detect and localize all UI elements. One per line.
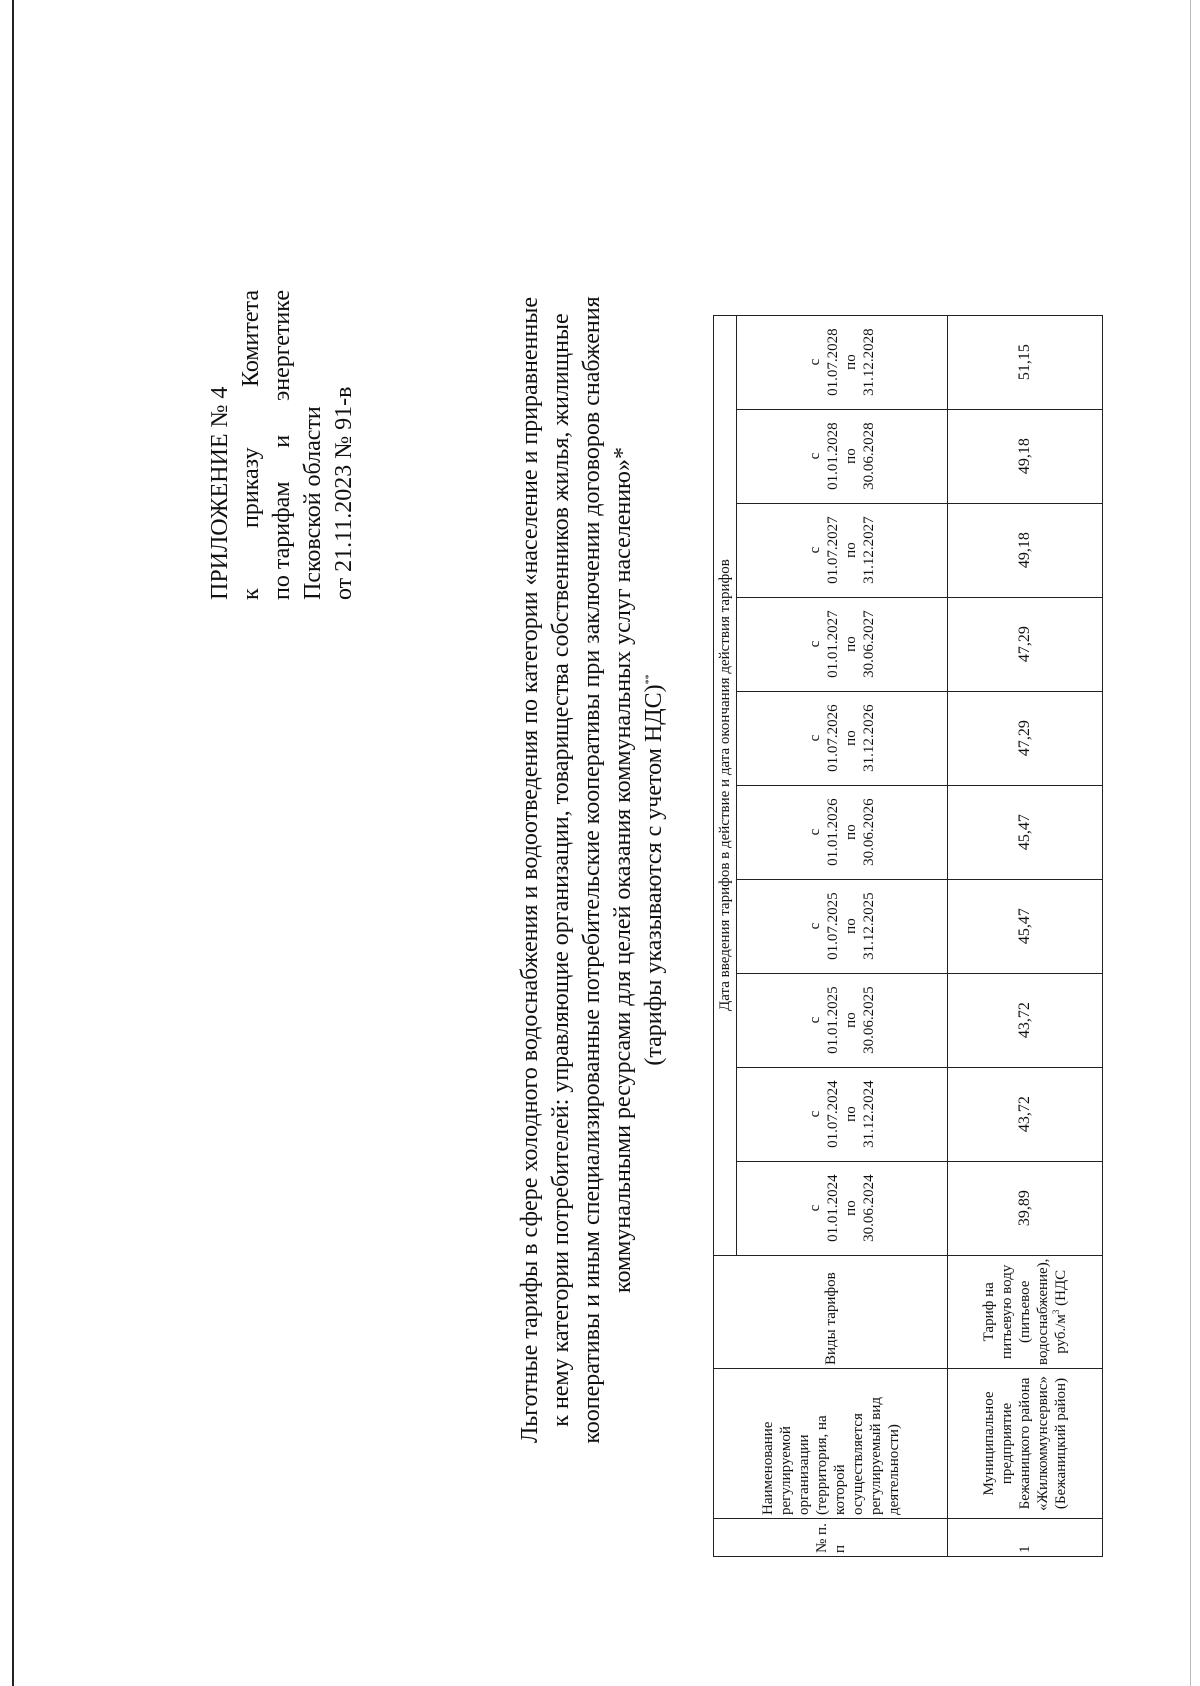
annex-title: ПРИЛОЖЕНИЕ № 4 bbox=[207, 386, 233, 600]
period-header bbox=[737, 1067, 948, 1161]
period-to-word: по bbox=[843, 448, 859, 464]
period-to: 30.06.2024 bbox=[861, 1174, 877, 1242]
period-to: 30.06.2028 bbox=[861, 422, 877, 490]
tariff-kind-unit-power: 3 bbox=[1051, 1309, 1061, 1315]
period-to: 31.12.2027 bbox=[861, 516, 877, 584]
period-from: 01.01.2027 bbox=[825, 610, 841, 678]
tariff-table bbox=[713, 315, 1103, 1557]
period-from: 01.07.2028 bbox=[825, 328, 841, 396]
period-to: 30.06.2027 bbox=[861, 610, 877, 678]
annex-line-3-left: по тарифам bbox=[269, 481, 295, 600]
period-from-word: с bbox=[807, 1204, 823, 1212]
period-from: 01.07.2027 bbox=[825, 516, 841, 584]
period-to-word: по bbox=[843, 636, 859, 652]
annex-line-3-mid: и bbox=[269, 434, 295, 448]
header-organization: Наименование регулируемой организации (территория, на которой осуществляется регулируемый вид деятельности) bbox=[714, 1369, 948, 1519]
scan-border-left bbox=[12, 0, 14, 1686]
tariff-value: 49,18 bbox=[948, 409, 1103, 503]
period-header bbox=[737, 503, 948, 597]
tariff-value: 43,72 bbox=[948, 973, 1103, 1067]
row-number: 1 bbox=[948, 1519, 1103, 1557]
period-to: 31.12.2025 bbox=[861, 892, 877, 960]
period-to-word: по bbox=[843, 1200, 859, 1216]
period-header bbox=[737, 879, 948, 973]
tariff-value: 49,18 bbox=[948, 503, 1103, 597]
period-from-word: с bbox=[807, 452, 823, 460]
period-to-word: по bbox=[843, 354, 859, 370]
period-from-word: с bbox=[807, 546, 823, 554]
table-row bbox=[948, 315, 1103, 1556]
period-from: 01.07.2025 bbox=[825, 892, 841, 960]
heading-line-2: к нему категории потребителей: управляющие организации, товарищества собственников жилья, жилищные bbox=[548, 313, 574, 1427]
heading-line-5-text: (тарифы указываются с учетом НДС) bbox=[641, 684, 667, 1066]
period-to-word: по bbox=[843, 730, 859, 746]
period-from-word: с bbox=[807, 734, 823, 742]
period-from: 01.01.2028 bbox=[825, 422, 841, 490]
annex-block bbox=[205, 290, 360, 600]
period-to-word: по bbox=[843, 542, 859, 558]
tariff-value: 47,29 bbox=[948, 691, 1103, 785]
table-header-row bbox=[714, 315, 737, 1556]
annex-line-2 bbox=[236, 290, 267, 600]
period-from: 01.01.2026 bbox=[825, 798, 841, 866]
period-to: 30.06.2025 bbox=[861, 986, 877, 1054]
annex-line-2-right: Комитета bbox=[238, 290, 264, 387]
tariff-value: 51,15 bbox=[948, 315, 1103, 409]
period-to-word: по bbox=[843, 824, 859, 840]
period-from: 01.07.2026 bbox=[825, 704, 841, 772]
period-from: 01.07.2024 bbox=[825, 1080, 841, 1148]
period-from-word: с bbox=[807, 358, 823, 366]
tariff-kind-text: Тариф на питьевую воду (питьевое водоснабжение), руб./м bbox=[981, 1258, 1069, 1365]
period-from-word: с bbox=[807, 640, 823, 648]
annex-line-2-left: к bbox=[238, 588, 264, 600]
period-from-word: с bbox=[807, 1016, 823, 1024]
period-to: 30.06.2026 bbox=[861, 798, 877, 866]
header-tariff-kinds: Виды тарифов bbox=[714, 1255, 948, 1368]
heading-line-5 bbox=[639, 220, 670, 1520]
heading-line-1: Льготные тарифы в сфере холодного водоснабжения и водоотведения по категории «население и приравненные bbox=[517, 297, 543, 1443]
period-header bbox=[737, 409, 948, 503]
annex-line-3-right: энергетике bbox=[269, 290, 295, 402]
period-header bbox=[737, 785, 948, 879]
tariff-value: 45,47 bbox=[948, 879, 1103, 973]
period-to-word: по bbox=[843, 918, 859, 934]
heading-line-3: кооперативы и иным специализированные потребительские кооперативы при заключении договоров снабжения bbox=[579, 296, 605, 1444]
document-heading bbox=[515, 220, 670, 1520]
header-no: № п. п bbox=[714, 1519, 948, 1557]
annex-line-4: Псковской области bbox=[300, 406, 326, 600]
heading-footnote-mark: ** bbox=[644, 674, 655, 685]
period-from: 01.01.2025 bbox=[825, 986, 841, 1054]
period-to: 31.12.2028 bbox=[861, 328, 877, 396]
annex-line-5: от 21.11.2023 № 91-в bbox=[331, 386, 357, 600]
period-to: 31.12.2024 bbox=[861, 1080, 877, 1148]
period-header bbox=[737, 1161, 948, 1255]
period-from-word: с bbox=[807, 1110, 823, 1118]
period-to-word: по bbox=[843, 1106, 859, 1122]
tariff-value: 45,47 bbox=[948, 785, 1103, 879]
heading-line-4: коммунальными ресурсами для целей оказания коммунальных услуг населению»* bbox=[610, 447, 636, 1293]
period-header bbox=[737, 691, 948, 785]
period-from-word: с bbox=[807, 922, 823, 930]
annex-line-2-mid: приказу bbox=[238, 447, 264, 528]
period-to: 31.12.2026 bbox=[861, 704, 877, 772]
annex-line-3 bbox=[267, 290, 298, 600]
header-dates: Дата введения тарифов в действие и дата окончания действия тарифов bbox=[714, 315, 737, 1255]
tariff-value: 43,72 bbox=[948, 1067, 1103, 1161]
tariff-kind bbox=[948, 1255, 1103, 1368]
period-to-word: по bbox=[843, 1012, 859, 1028]
period-from: 01.01.2024 bbox=[825, 1174, 841, 1242]
period-header bbox=[737, 973, 948, 1067]
period-from-word: с bbox=[807, 828, 823, 836]
tariff-value: 39,89 bbox=[948, 1161, 1103, 1255]
tariff-kind-tail: (НДС bbox=[1053, 1269, 1069, 1310]
tariff-value: 47,29 bbox=[948, 597, 1103, 691]
organization-name: Муниципальное предприятие Бежаницкого района «Жилкоммунсервис» (Бежаницкий район) bbox=[948, 1369, 1103, 1519]
period-header bbox=[737, 315, 948, 409]
document-page bbox=[30, 70, 1170, 1650]
period-header bbox=[737, 597, 948, 691]
scan-border-right bbox=[1190, 0, 1191, 1686]
